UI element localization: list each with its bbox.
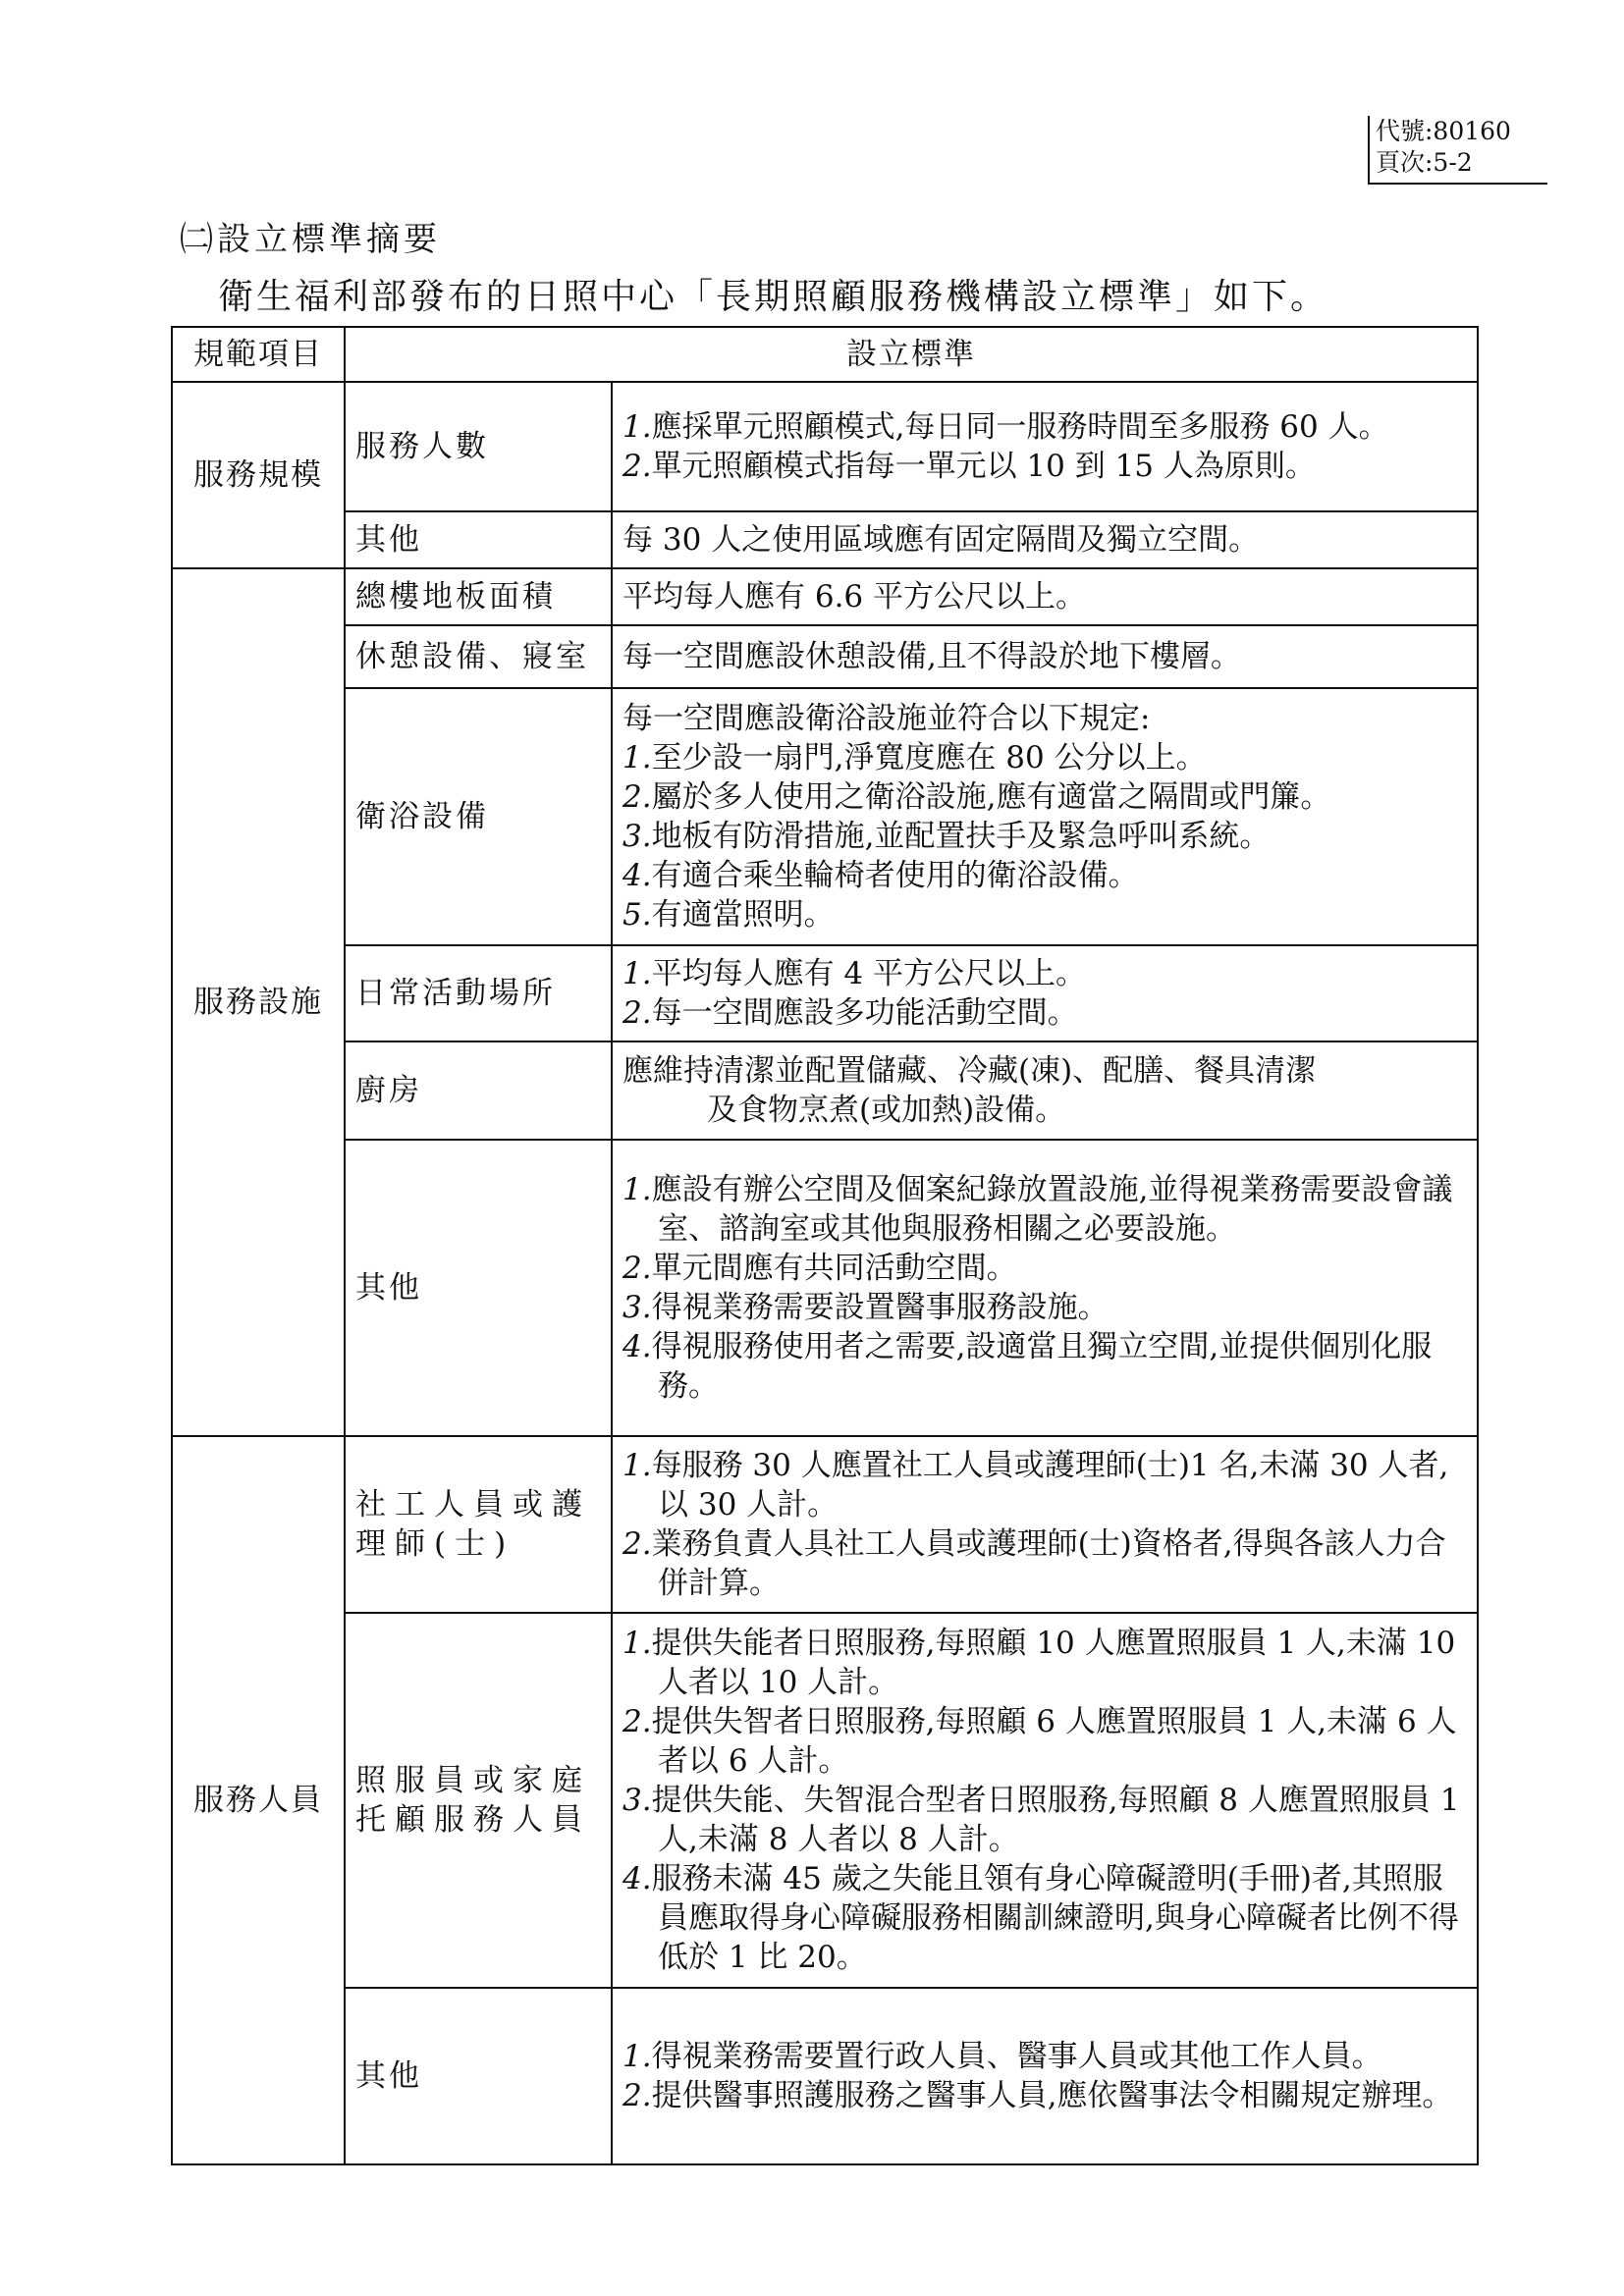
standard-cell: 平均每人應有 6.6 平方公尺以上。	[612, 568, 1478, 625]
list-item: 2.每一空間應設多功能活動空間。	[623, 995, 1078, 1031]
item-label: 廚房	[345, 1041, 612, 1140]
item-label: 社工人員或護理師(士)	[345, 1436, 612, 1613]
item-label: 其他	[345, 511, 612, 568]
list-item: 3.得視業務需要設置醫事服務設施。	[623, 1290, 1109, 1325]
item-label: 休憩設備、寢室	[345, 625, 612, 688]
table-row	[172, 688, 1478, 945]
list-item: 1.應採單元照顧模式,每日同一服務時間至多服務 60 人。	[623, 409, 1389, 445]
table-row	[172, 1041, 1478, 1140]
category-service-facilities: 服務設施	[172, 568, 345, 1436]
table-row	[172, 625, 1478, 688]
table-row	[172, 945, 1478, 1041]
document-code-box	[1368, 116, 1547, 185]
list-item: 2.屬於多人使用之衛浴設施,應有適當之隔間或門簾。	[623, 779, 1331, 815]
item-label: 日常活動場所	[345, 945, 612, 1041]
list-item: 3.地板有防滑措施,並配置扶手及緊急呼叫系統。	[623, 819, 1271, 854]
list-item: 2.提供失智者日照服務,每照顧 6 人應置照服員 1 人,未滿 6 人者以 6 人計。	[623, 1704, 1457, 1779]
table-header-row	[172, 327, 1478, 382]
standard-cell: 每 30 人之使用區域應有固定隔間及獨立空間。	[612, 511, 1478, 568]
list-item: 1.平均每人應有 4 平方公尺以上。	[623, 956, 1087, 991]
list-item: 4.有適合乘坐輪椅者使用的衛浴設備。	[623, 858, 1139, 893]
list-item: 4.服務未滿 45 歲之失能且領有身心障礙證明(手冊)者,其照服員應取得身心障礙服務相關訓練證明,與身心障礙者比例不得低於 1 比 20。	[623, 1861, 1459, 1975]
standard-cell	[612, 1988, 1478, 2164]
page-number: 頁次:5-2	[1376, 148, 1473, 177]
standard-cell	[612, 1140, 1478, 1436]
list-item: 3.提供失能、失智混合型者日照服務,每照顧 8 人應置照服員 1 人,未滿 8 人者以 8 人計。	[623, 1783, 1460, 1857]
list-item: 1.至少設一扇門,淨寬度應在 80 公分以上。	[623, 740, 1207, 775]
list-item: 1.應設有辦公空間及個案紀錄放置設施,並得視業務需要設會議室、諮詢室或其他與服務相關之必要設施。	[623, 1172, 1453, 1247]
table-row	[172, 511, 1478, 568]
item-label: 照服員或家庭托顧服務人員	[345, 1613, 612, 1988]
standard-cell	[612, 382, 1478, 511]
standard-line: 應維持清潔並配置儲藏、冷藏(凍)、配膳、餐具清潔	[623, 1053, 1317, 1089]
table-row	[172, 1140, 1478, 1436]
item-label: 總樓地板面積	[345, 568, 612, 625]
standard-cell	[612, 1436, 1478, 1613]
table-row	[172, 1988, 1478, 2164]
list-item: 5.有適當照明。	[623, 897, 835, 933]
item-label: 服務人數	[345, 382, 612, 511]
item-label: 其他	[345, 1988, 612, 2164]
category-service-scale: 服務規模	[172, 382, 345, 568]
item-label: 衛浴設備	[345, 688, 612, 945]
section-title: ㈡設立標準摘要	[180, 220, 441, 259]
list-item: 4.得視服務使用者之需要,設適當且獨立空間,並提供個別化服務。	[623, 1329, 1433, 1404]
table-row	[172, 1436, 1478, 1613]
list-item: 2.提供醫事照護服務之醫事人員,應依醫事法令相關規定辦理。	[623, 2078, 1453, 2113]
document-code: 代號:80160	[1376, 117, 1511, 145]
intro-paragraph: 衛生福利部發布的日照中心「長期照顧服務機構設立標準」如下。	[218, 277, 1329, 317]
standard-cell	[612, 1613, 1478, 1988]
standard-cell	[612, 945, 1478, 1041]
standards-table	[171, 326, 1479, 2165]
list-item: 2.業務負責人具社工人員或護理師(士)資格者,得與各該人力合併計算。	[623, 1526, 1446, 1601]
list-item: 2.單元照顧模式指每一單元以 10 到 15 人為原則。	[623, 449, 1316, 484]
table-row	[172, 568, 1478, 625]
item-label: 其他	[345, 1140, 612, 1436]
list-lead: 每一空間應設衛浴設施並符合以下規定:	[623, 701, 1151, 736]
list-item: 1.得視業務需要置行政人員、醫事人員或其他工作人員。	[623, 2039, 1382, 2074]
list-item: 1.提供失能者日照服務,每照顧 10 人應置照服員 1 人,未滿 10 人者以 10 人計。	[623, 1626, 1456, 1700]
standard-cell	[612, 1041, 1478, 1140]
header-standard: 設立標準	[345, 327, 1478, 382]
table-row	[172, 1613, 1478, 1988]
list-item: 2.單元間應有共同活動空間。	[623, 1251, 1017, 1286]
list-item: 1.每服務 30 人應置社工人員或護理師(士)1 名,未滿 30 人者,以 30 人計。	[623, 1448, 1449, 1522]
standard-cell	[612, 688, 1478, 945]
standard-line: 及食物烹煮(或加熱)設備。	[707, 1093, 1066, 1128]
header-category: 規範項目	[172, 327, 345, 382]
table-row	[172, 382, 1478, 511]
standard-cell: 每一空間應設休憩設備,且不得設於地下樓層。	[612, 625, 1478, 688]
category-service-staff: 服務人員	[172, 1436, 345, 2164]
